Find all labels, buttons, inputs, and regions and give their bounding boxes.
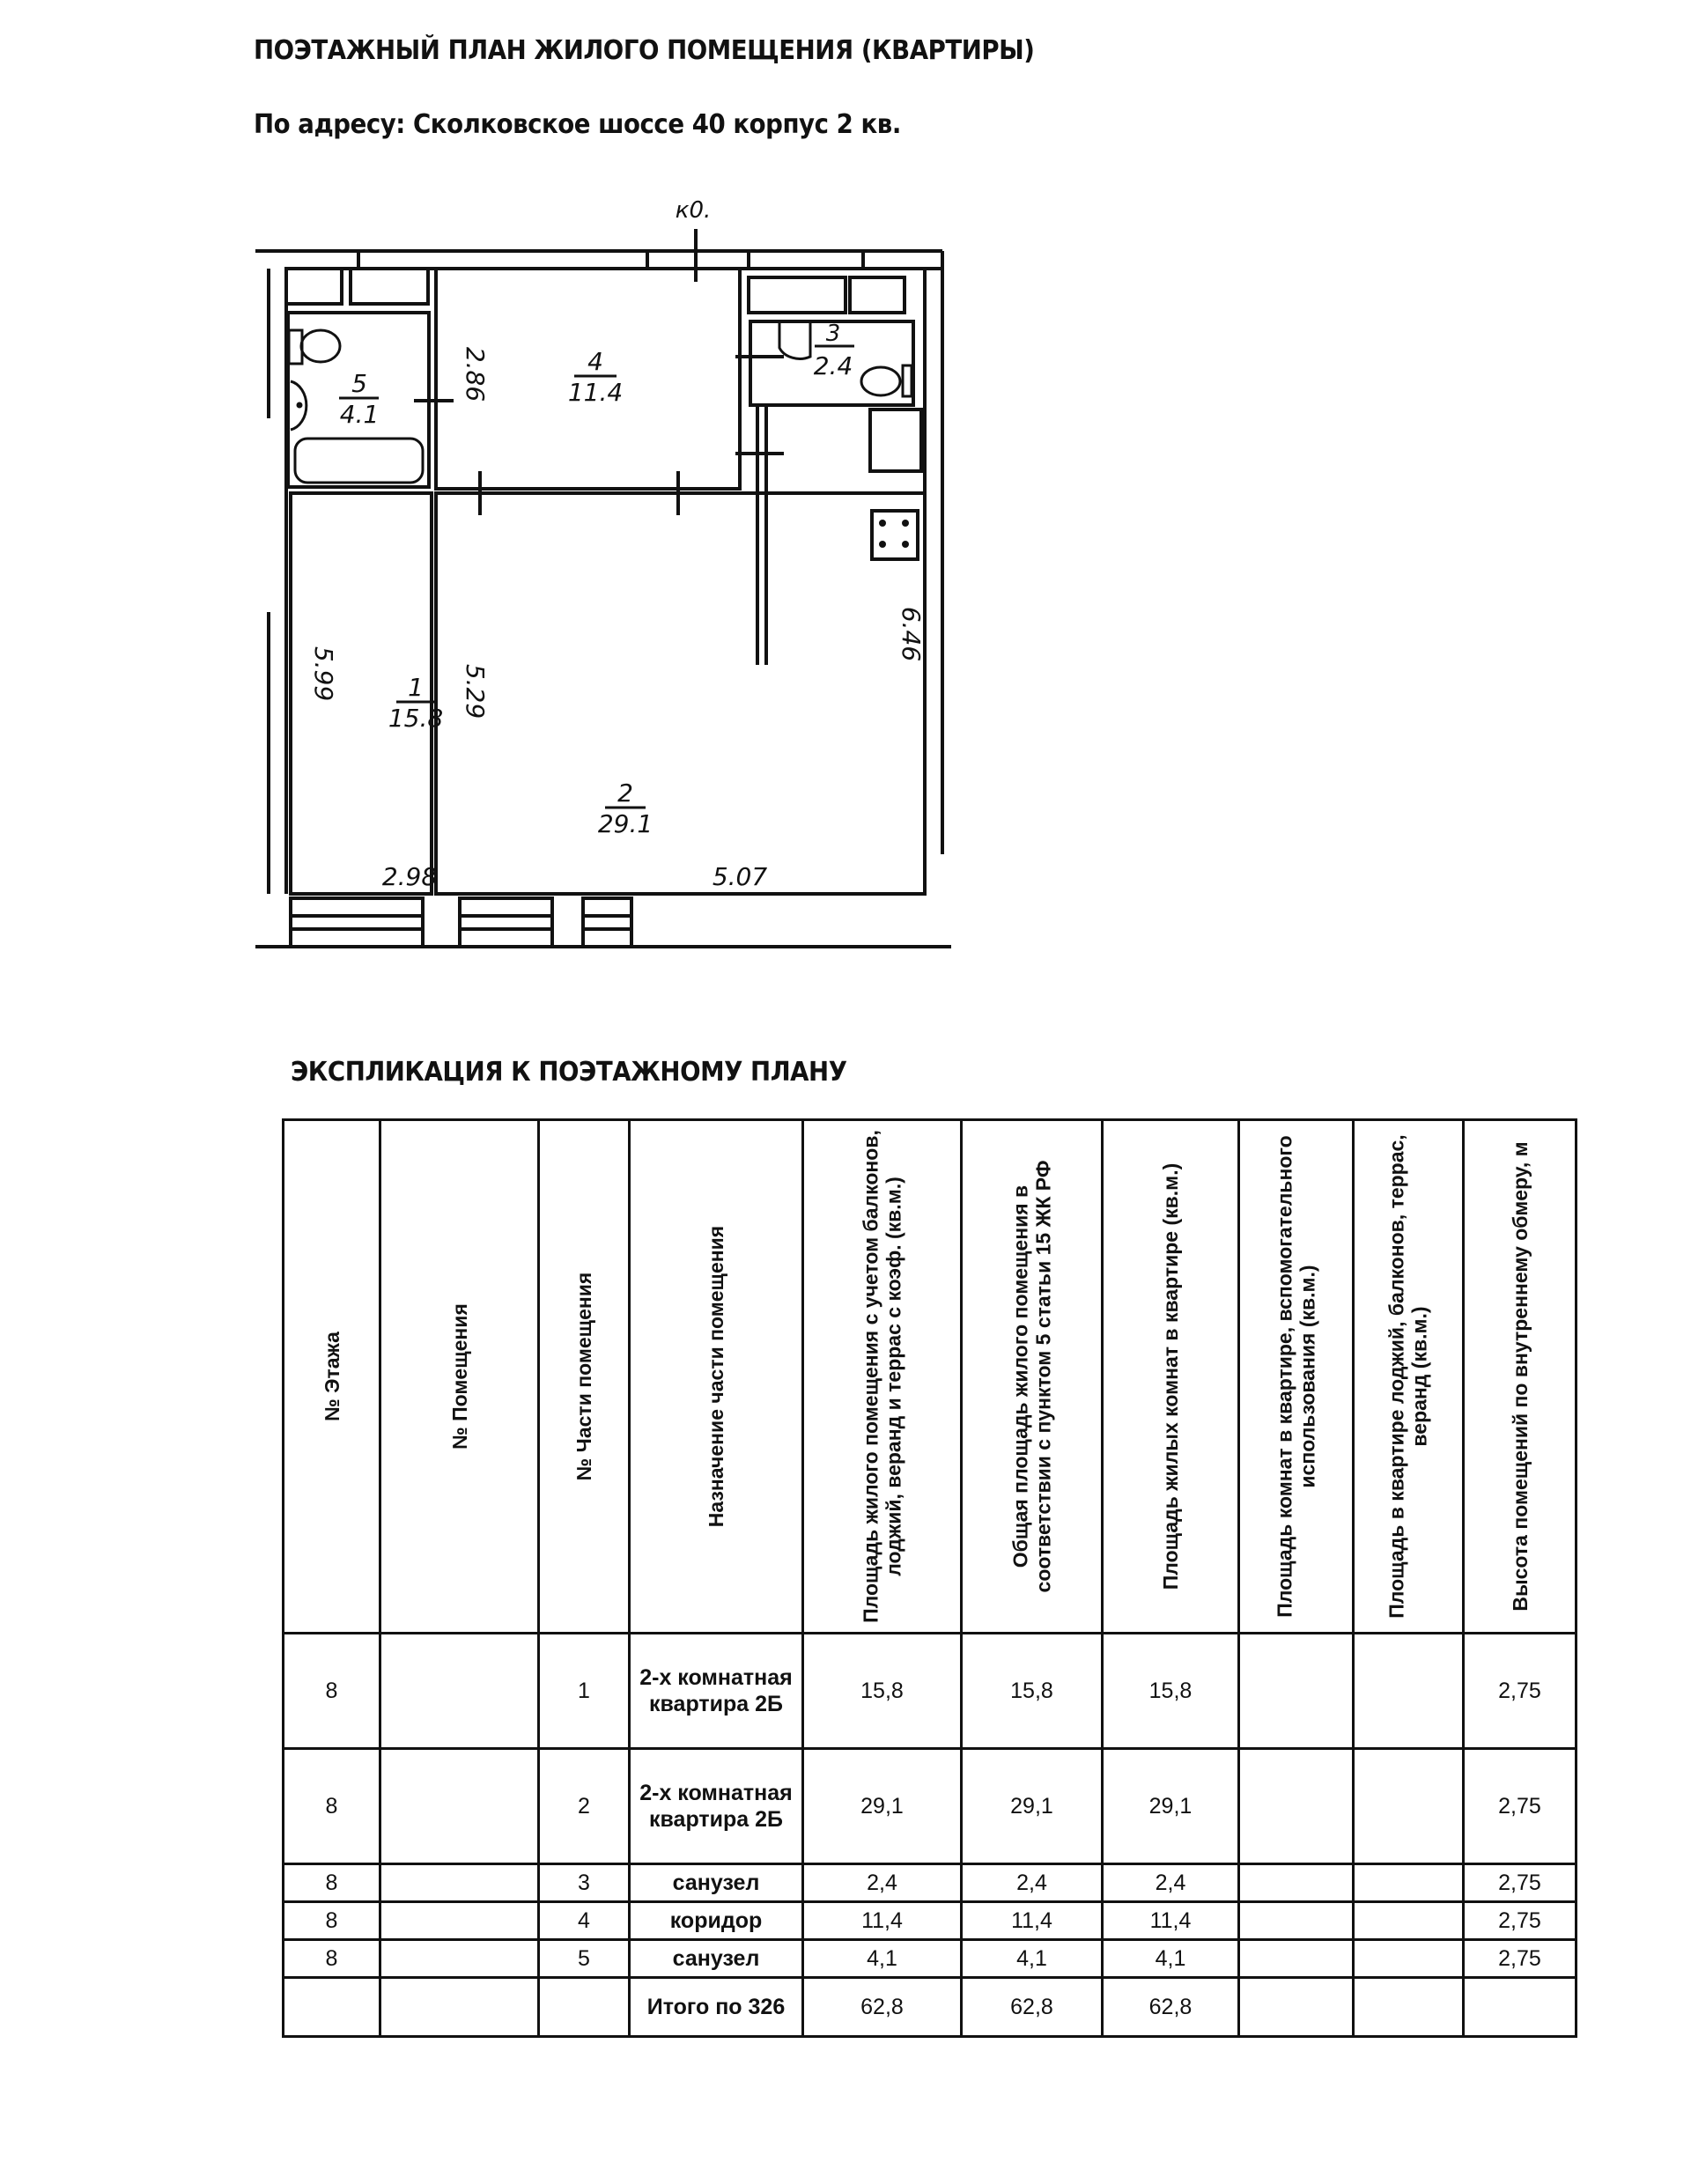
room-area: 29.1 [597,809,654,838]
explication-title: ЭКСПЛИКАЦИЯ К ПОЭТАЖНОМУ ПЛАНУ [291,1057,847,1088]
total-label: Итого по 326 [630,1978,803,2037]
cell-total-area: 11,4 [962,1902,1103,1940]
cell-room [380,1978,539,2037]
cell-purpose: коридор [630,1902,803,1940]
cell-total-area: 4,1 [962,1940,1103,1978]
header-room: № Помещения [380,1120,539,1634]
bathtub-icon [295,439,423,483]
cell-aux-area [1239,1978,1354,2037]
cell-purpose: 2-х комнатная квартира 2Б [630,1634,803,1749]
address-line: По адресу: Сколковское шоссе 40 корпус 2 кв. [254,109,901,140]
cell-total-area: 2,4 [962,1864,1103,1902]
table-header-row [284,1120,1577,1634]
sink-icon-2 [779,321,810,358]
cell-height: 2,75 [1464,1634,1577,1749]
dimension-room1-height: 5.99 [309,646,338,702]
cell-aux-area [1239,1864,1354,1902]
cell-purpose: санузел [630,1940,803,1978]
cell-aux-area [1239,1940,1354,1978]
cell-loggia-area [1354,1940,1464,1978]
cell-living-area: 4,1 [1103,1940,1239,1978]
table-row [284,1902,1577,1940]
header-height: Высота помещений по внутреннему обмеру, м [1464,1120,1577,1634]
cell-room [380,1902,539,1940]
total-area-coef: 62,8 [803,1978,962,2037]
cell-room [380,1940,539,1978]
dimension-room2-width: 5.07 [712,862,768,891]
cell-loggia-area [1354,1864,1464,1902]
total-living-area: 62,8 [1103,1978,1239,2037]
cell-loggia-area [1354,1749,1464,1864]
cell-room [380,1634,539,1749]
room-label-4 [568,347,623,407]
table-total-row [284,1978,1577,2037]
document-title: ПОЭТАЖНЫЙ ПЛАН ЖИЛОГО ПОМЕЩЕНИЯ (КВАРТИРЫ) [254,35,1035,66]
cell-floor: 8 [284,1902,380,1940]
cell-purpose: 2-х комнатная квартира 2Б [630,1749,803,1864]
cell-height: 2,75 [1464,1940,1577,1978]
cell-part: 3 [539,1864,630,1902]
cell-part: 2 [539,1749,630,1864]
table-row [284,1749,1577,1864]
cell-floor: 8 [284,1940,380,1978]
cell-height: 2,75 [1464,1864,1577,1902]
table-row [284,1940,1577,1978]
cell-aux-area [1239,1634,1354,1749]
header-total-area: Общая площадь жилого помещения в соответствии с пунктом 5 статьи 15 ЖК РФ [962,1120,1103,1634]
cell-aux-area [1239,1902,1354,1940]
room-number: 5 [351,369,367,398]
header-floor: № Этажа [284,1120,380,1634]
room-label-2 [598,778,653,838]
cell-area-coef: 2,4 [803,1864,962,1902]
room-area: 4.1 [339,400,380,429]
floor-plan-drawing [255,189,978,956]
room-area: 2.4 [813,351,853,380]
sink-icon [291,381,306,430]
toilet-icon [289,330,340,364]
cell-area-coef: 4,1 [803,1940,962,1978]
dimension-room2-left-height: 5.29 [461,663,490,719]
cell-height: 2,75 [1464,1749,1577,1864]
cell-part: 4 [539,1902,630,1940]
cell-area-coef: 11,4 [803,1902,962,1940]
cell-purpose: санузел [630,1864,803,1902]
cell-floor: 8 [284,1864,380,1902]
cell-part [539,1978,630,2037]
cell-aux-area [1239,1749,1354,1864]
cell-living-area: 15,8 [1103,1634,1239,1749]
cell-height: 2,75 [1464,1902,1577,1940]
header-loggia-area: Площадь в квартире лоджий, балконов, террас, веранд (кв.м.) [1354,1120,1464,1634]
cell-total-area: 29,1 [962,1749,1103,1864]
room-number: 1 [408,673,424,702]
header-part: № Части помещения [539,1120,630,1634]
cell-floor: 8 [284,1749,380,1864]
cell-loggia-area [1354,1634,1464,1749]
cell-loggia-area [1354,1902,1464,1940]
total-total-area: 62,8 [962,1978,1103,2037]
table-row [284,1634,1577,1749]
cell-area-coef: 15,8 [803,1634,962,1749]
cell-part: 5 [539,1940,630,1978]
room-label-3 [814,321,854,380]
cell-floor: 8 [284,1634,380,1749]
walls [255,229,951,947]
room-area: 15.8 [388,704,444,733]
header-aux-area: Площадь комнат в квартире, вспомогательного использования (кв.м.) [1239,1120,1354,1634]
cell-living-area: 11,4 [1103,1902,1239,1940]
stove-icon [879,520,909,548]
cell-part: 1 [539,1634,630,1749]
cell-room [380,1864,539,1902]
room-area: 11.4 [567,378,624,407]
room-number: 3 [825,321,841,347]
dimension-corridor-height: 2.86 [461,346,490,402]
cell-total-area: 15,8 [962,1634,1103,1749]
cell-living-area: 2,4 [1103,1864,1239,1902]
cell-floor [284,1978,380,2037]
room-label-5 [339,369,379,429]
header-purpose: Назначение части помещения [630,1120,803,1634]
floor-plan [255,189,978,956]
cell-room [380,1749,539,1864]
cell-living-area: 29,1 [1103,1749,1239,1864]
room-number: 4 [587,347,603,376]
cell-area-coef: 29,1 [803,1749,962,1864]
cell-loggia-area [1354,1978,1464,2037]
dimension-room2-right-height: 6.46 [897,606,926,662]
toilet-icon-2 [861,365,912,396]
header-living-area: Площадь жилых комнат в квартире (кв.м.) [1103,1120,1239,1634]
room-number: 2 [617,778,633,808]
marker-label: к0. [675,197,712,224]
dimension-room1-width: 2.98 [381,862,438,891]
explication-table [282,1118,1577,2038]
header-area-coef: Площадь жилого помещения с учетом балконов, лоджий, веранд и террас с коэф. (кв.м.) [803,1120,962,1634]
table-row [284,1864,1577,1902]
cell-height [1464,1978,1577,2037]
